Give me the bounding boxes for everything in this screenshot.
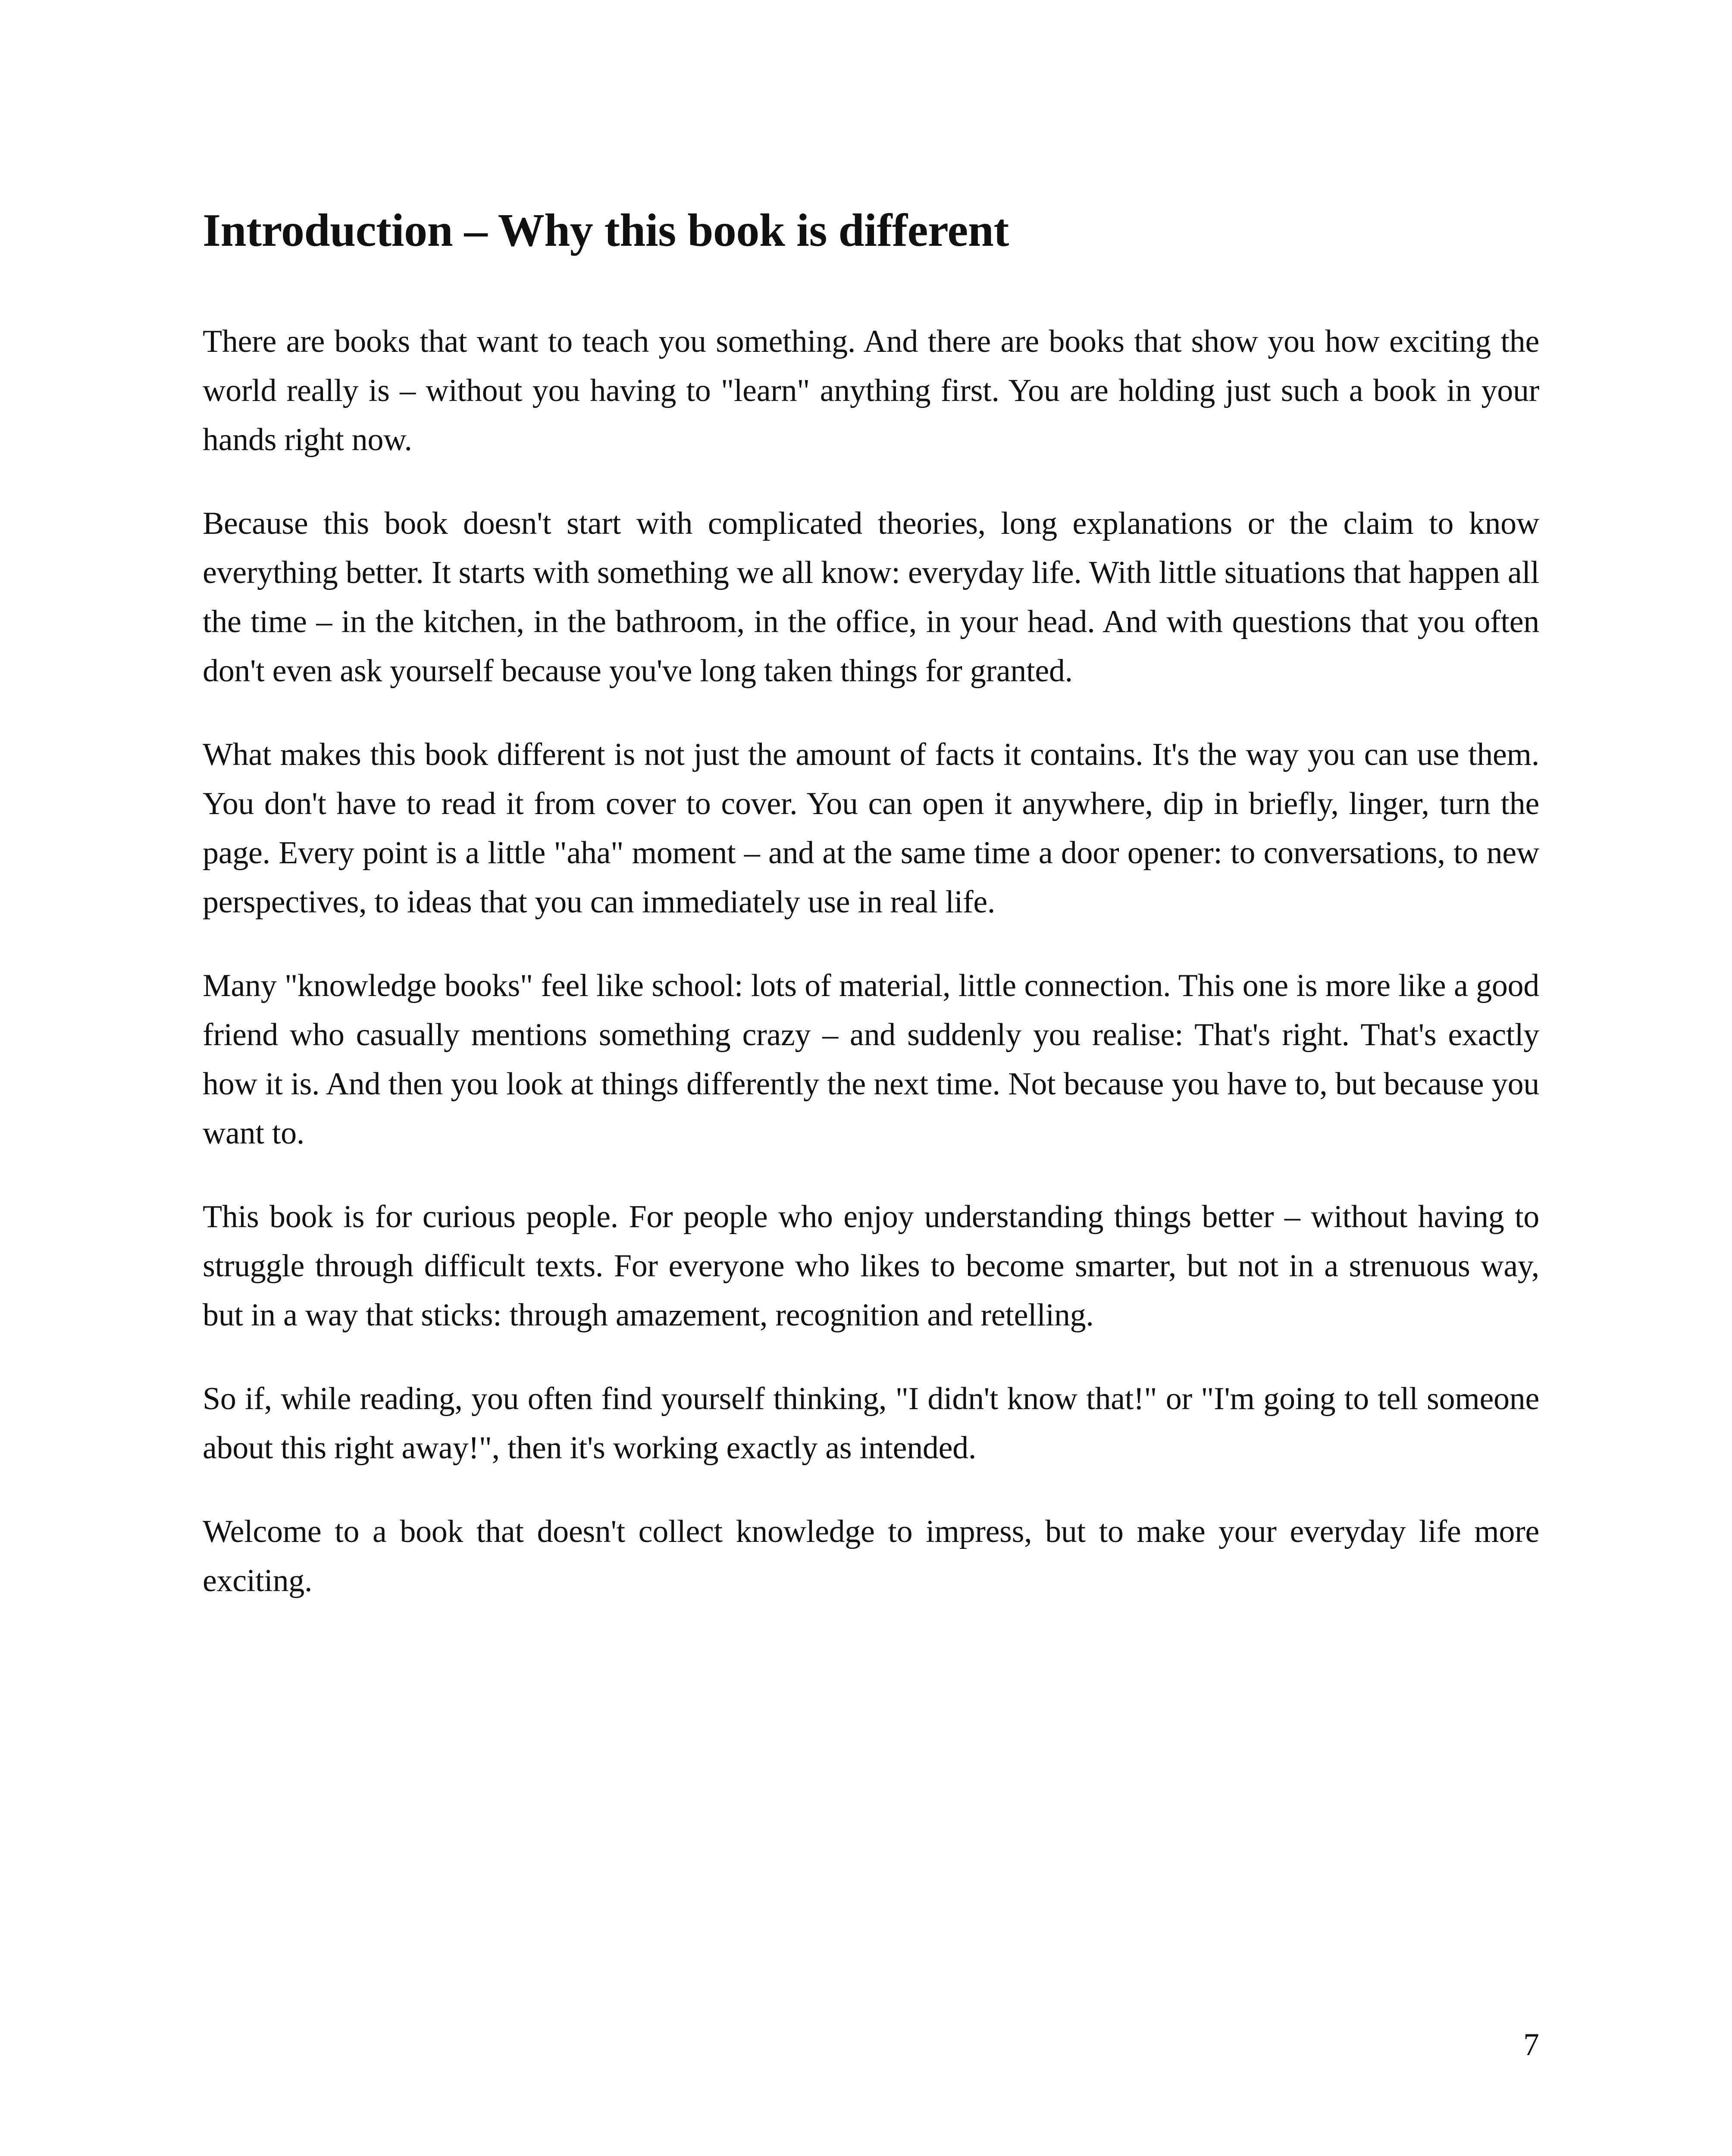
paragraph-5: This book is for curious people. For people who enjoy understanding things better – without having to struggle through difficult texts. For everyone who likes to become smarter, but not in a strenuous way, but in a way that sticks: through amazement, recognition and retelling. <box>203 1199 1539 1333</box>
page-number: 7 <box>1523 2027 1539 2062</box>
paragraph-7: Welcome to a book that doesn't collect knowledge to impress, but to make your everyday life more exciting. <box>203 1514 1539 1598</box>
paragraph-6: So if, while reading, you often find yourself thinking, "I didn't know that!" or "I'm going to tell someone about this right away!", then it's working exactly as intended. <box>203 1381 1539 1466</box>
chapter-title: Introduction – Why this book is different <box>203 205 1009 256</box>
paragraph-4: Many "knowledge books" feel like school: lots of material, little connection. This one is more like a good friend who casually mentions something crazy – and suddenly you realise: That's right. That's exactly how it is. And then you look at things differently the next time. Not because you have to, but because you want to. <box>203 968 1539 1151</box>
paragraph-3: What makes this book different is not just the amount of facts it contains. It's the way you can use them. You don't have to read it from cover to cover. You can open it anywhere, dip in briefly, linger, turn the page. Every point is a little "aha" moment – and at the same time a door opener: to conversations, to new perspectives, to ideas that you can immediately use in real life. <box>203 736 1539 920</box>
page-content <box>203 203 1539 1640</box>
paragraph-1: There are books that want to teach you something. And there are books that show you how exciting the world really is – without you having to "learn" anything first. You are holding just such a book in your hands right now. <box>203 323 1539 458</box>
paragraph-2: Because this book doesn't start with complicated theories, long explanations or the claim to know everything better. It starts with something we all know: everyday life. With little situations that happen all the time – in the kitchen, in the bathroom, in the office, in your head. And with questions that you often don't even ask yourself because you've long taken things for granted. <box>203 505 1539 689</box>
